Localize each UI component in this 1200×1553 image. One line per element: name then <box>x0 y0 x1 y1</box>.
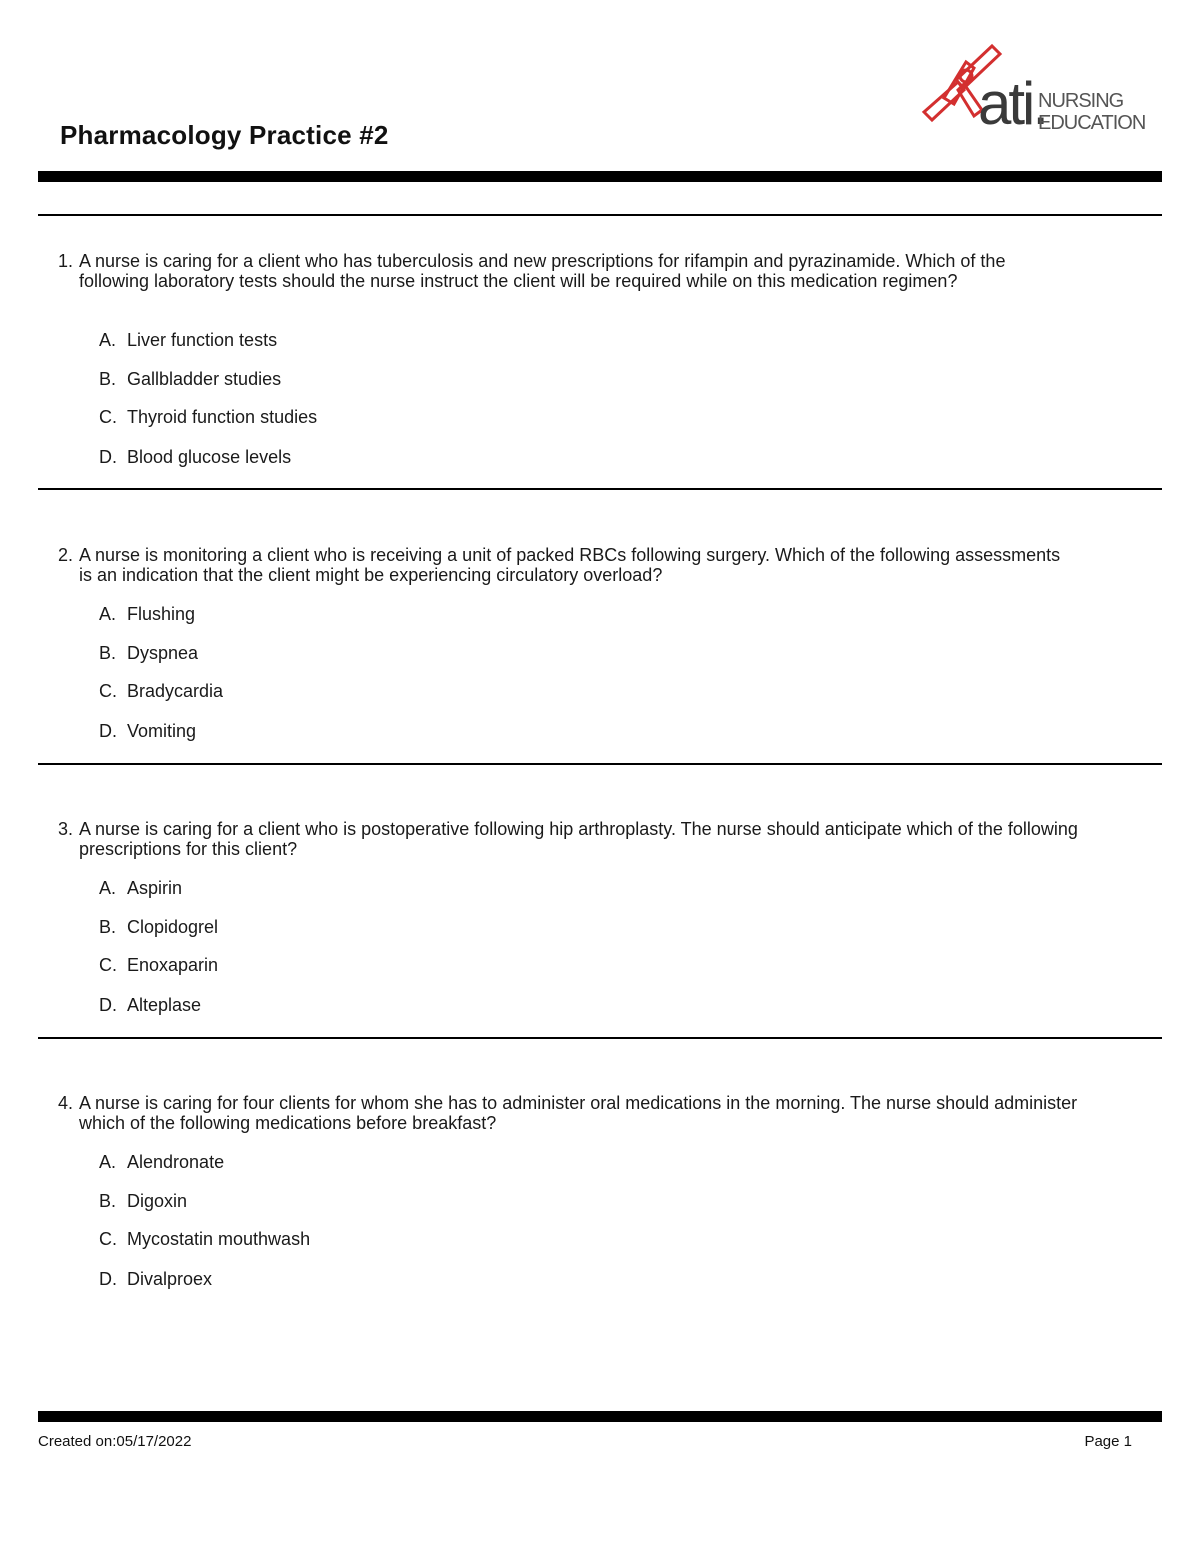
answer-option-c[interactable] <box>99 681 223 701</box>
question-text: A nurse is caring for a client who has tuberculosis and new prescriptions for rifampin and pyrazinamide. Which of the following laboratory tests should the nurse instruct the client will be required while on this medication regimen? <box>79 251 1006 291</box>
option-text: Mycostatin mouthwash <box>127 1229 311 1249</box>
option-letter: B. <box>99 1191 117 1211</box>
option-letter: D. <box>99 721 117 741</box>
answer-option-d[interactable] <box>99 447 291 467</box>
option-letter: C. <box>99 955 117 975</box>
option-text: Alteplase <box>127 995 202 1015</box>
created-date: Created on:05/17/2022 <box>38 1433 192 1450</box>
header-divider-thin <box>38 214 1162 216</box>
option-text: Clopidogrel <box>127 917 219 937</box>
question-number: 2. <box>58 545 74 565</box>
footer-divider-thick <box>38 1411 1162 1422</box>
answer-option-c[interactable] <box>99 1229 310 1249</box>
question-text: A nurse is monitoring a client who is receiving a unit of packed RBCs following surgery. Which of the following assessments is an indication that the client might be experiencing circulatory overload? <box>79 545 1061 585</box>
question-divider <box>38 1037 1162 1039</box>
option-letter: B. <box>99 369 117 389</box>
header-divider-thick <box>38 171 1162 182</box>
option-letter: B. <box>99 917 117 937</box>
question-text: A nurse is caring for a client who is postoperative following hip arthroplasty. The nurse should anticipate which of the following prescriptions for this client? <box>79 819 1078 859</box>
option-letter: B. <box>99 643 117 663</box>
question-3 <box>58 819 1078 859</box>
question-stem <box>58 545 1078 585</box>
answer-option-a[interactable] <box>99 1152 224 1172</box>
option-text: Digoxin <box>127 1191 188 1211</box>
page-number: Page 1 <box>1084 1433 1132 1450</box>
answer-option-a[interactable] <box>99 604 195 624</box>
question-text: A nurse is caring for four clients for whom she has to administer oral medications in the morning. The nurse should administer which of the following medications before breakfast? <box>79 1093 1078 1133</box>
question-divider <box>38 763 1162 765</box>
answer-option-d[interactable] <box>99 1269 212 1289</box>
option-letter: A. <box>99 1152 117 1172</box>
option-letter: C. <box>99 1229 117 1249</box>
option-letter: A. <box>99 878 117 898</box>
option-letter: C. <box>99 681 117 701</box>
question-number: 3. <box>58 819 74 839</box>
question-number: 1. <box>58 251 74 271</box>
option-letter: D. <box>99 995 117 1015</box>
answer-option-b[interactable] <box>99 917 218 937</box>
question-1 <box>58 251 1078 291</box>
option-text: Liver function tests <box>127 330 278 350</box>
answer-option-c[interactable] <box>99 955 218 975</box>
option-text: Thyroid function studies <box>127 407 318 427</box>
option-letter: C. <box>99 407 117 427</box>
option-letter: D. <box>99 1269 117 1289</box>
answer-option-d[interactable] <box>99 995 201 1015</box>
question-stem <box>58 819 1078 859</box>
question-number: 4. <box>58 1093 74 1113</box>
logo-line-1: NURSING <box>1038 90 1124 112</box>
option-text: Enoxaparin <box>127 955 219 975</box>
option-text: Bradycardia <box>127 681 224 701</box>
answer-option-d[interactable] <box>99 721 196 741</box>
answer-option-b[interactable] <box>99 369 281 389</box>
answer-option-a[interactable] <box>99 878 182 898</box>
question-divider <box>38 488 1162 490</box>
question-stem <box>58 251 1078 291</box>
option-text: Flushing <box>127 604 196 624</box>
page-title: Pharmacology Practice #2 <box>60 120 389 150</box>
ati-nursing-education-logo <box>920 40 1146 140</box>
option-letter: A. <box>99 604 117 624</box>
option-text: Divalproex <box>127 1269 213 1289</box>
answer-option-c[interactable] <box>99 407 317 427</box>
option-letter: A. <box>99 330 117 350</box>
question-2 <box>58 545 1078 585</box>
answer-option-a[interactable] <box>99 330 277 350</box>
logo-wordmark: ati. <box>978 70 1047 137</box>
option-text: Dyspnea <box>127 643 199 663</box>
option-text: Aspirin <box>127 878 183 898</box>
logo-line-2: EDUCATION <box>1038 112 1146 134</box>
option-text: Gallbladder studies <box>127 369 282 389</box>
option-letter: D. <box>99 447 117 467</box>
question-stem <box>58 1093 1078 1133</box>
answer-option-b[interactable] <box>99 1191 187 1211</box>
option-text: Alendronate <box>127 1152 225 1172</box>
question-4 <box>58 1093 1078 1133</box>
answer-option-b[interactable] <box>99 643 198 663</box>
option-text: Blood glucose levels <box>127 447 292 467</box>
option-text: Vomiting <box>127 721 197 741</box>
